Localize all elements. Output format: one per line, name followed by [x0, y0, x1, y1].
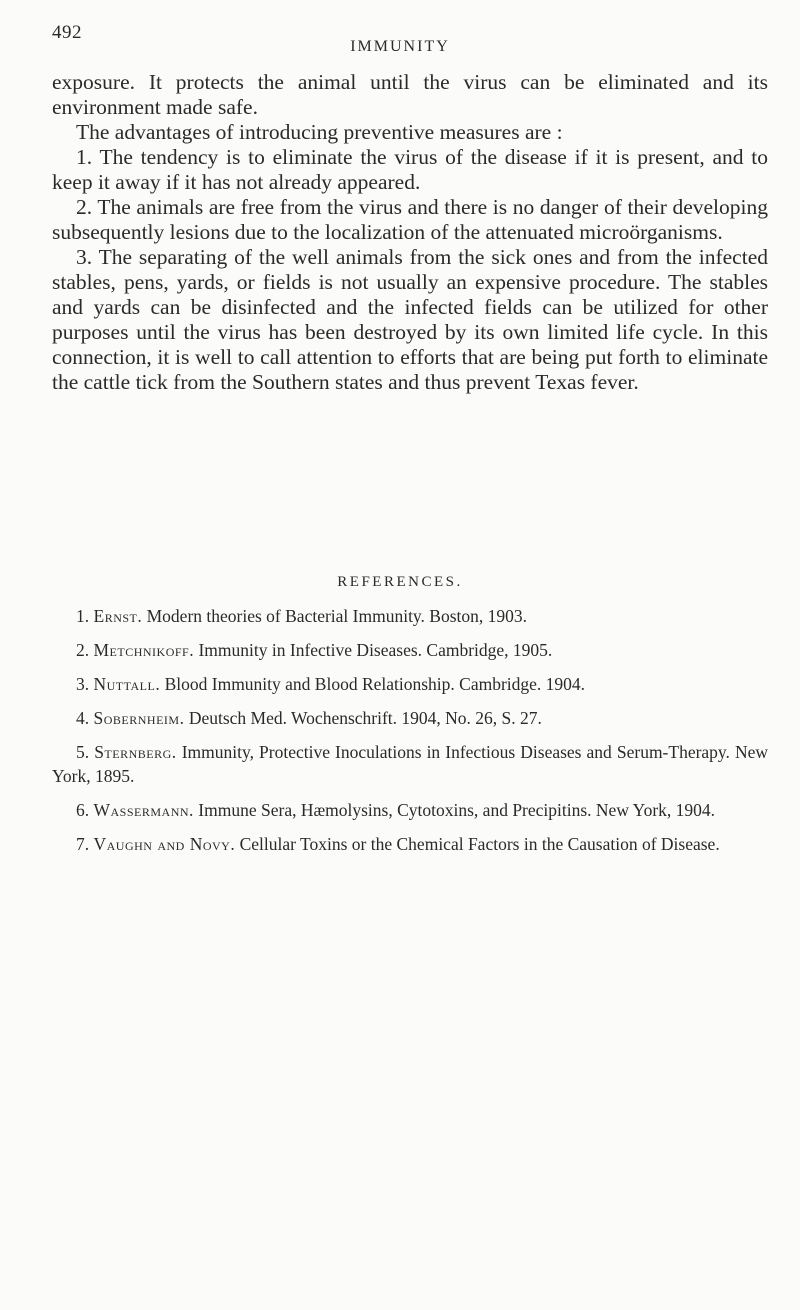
reference-text: Blood Immunity and Blood Relationship. Cambridge. 1904. [164, 674, 586, 694]
page-number: 492 [52, 22, 82, 43]
reference-number: 2. [76, 640, 90, 660]
reference-text: Immunity in Infective Diseases. Cambridge, 1905. [198, 640, 553, 660]
reference-author: Sobernheim. [93, 708, 185, 728]
body-text [52, 70, 768, 395]
reference-author: Ernst. [93, 606, 143, 626]
references-list [52, 604, 768, 866]
paragraph-advantage-1: 1. The tendency is to eliminate the virus of the disease if it is present, and to keep it away if it has not already appeared. [52, 145, 768, 194]
reference-number: 7. [76, 834, 90, 854]
reference-author: Nuttall. [93, 674, 161, 694]
reference-number: 1. [76, 606, 90, 626]
references-heading: REFERENCES. [337, 574, 463, 590]
reference-item [52, 832, 768, 856]
reference-item [52, 604, 768, 628]
reference-text: Modern theories of Bacterial Immunity. Boston, 1903. [146, 606, 528, 626]
reference-number: 6. [76, 800, 90, 820]
reference-author: Vaughn and Novy. [93, 834, 236, 854]
reference-number: 5. [76, 742, 90, 762]
reference-author: Metchnikoff. [93, 640, 195, 660]
paragraph-advantage-2: 2. The animals are free from the virus and there is no danger of their developing subsequently lesions due to the localization of the attenuated microörganisms. [52, 195, 768, 244]
running-head: IMMUNITY [350, 38, 450, 55]
reference-text: Cellular Toxins or the Chemical Factors in the Causation of Disease. [239, 834, 720, 854]
reference-author: Wassermann. [93, 800, 194, 820]
reference-item [52, 740, 768, 788]
reference-text: Immune Sera, Hæmolysins, Cytotoxins, and Precipitins. New York, 1904. [198, 800, 716, 820]
reference-item [52, 706, 768, 730]
reference-author: Sternberg. [94, 742, 177, 762]
reference-number: 4. [76, 708, 90, 728]
reference-item [52, 798, 768, 822]
reference-text: Deutsch Med. Wochenschrift. 1904, No. 26, S. 27. [188, 708, 542, 728]
paragraph-continuation: exposure. It protects the animal until the virus can be eliminated and its environment made safe. [52, 70, 768, 119]
reference-number: 3. [76, 674, 90, 694]
paragraph-advantage-3: 3. The separating of the well animals from the sick ones and from the infected stables, pens, yards, or fields is not usually an expensive procedure. The stables and yards can be disinfected and the infected fields can be utilized for other purposes until the virus has been destroyed by its own limited life cycle. In this connection, it is well to call attention to efforts that are being put forth to eliminate the cattle tick from the Southern states and thus prevent Texas fever. [52, 245, 768, 394]
reference-item [52, 638, 768, 662]
paragraph-advantages-intro: The advantages of introducing preventive measures are : [76, 120, 563, 144]
reference-item [52, 672, 768, 696]
reference-text: Immunity, Protective Inoculations in Infectious Diseases and Serum-Therapy. New York, 1895. [52, 742, 769, 786]
